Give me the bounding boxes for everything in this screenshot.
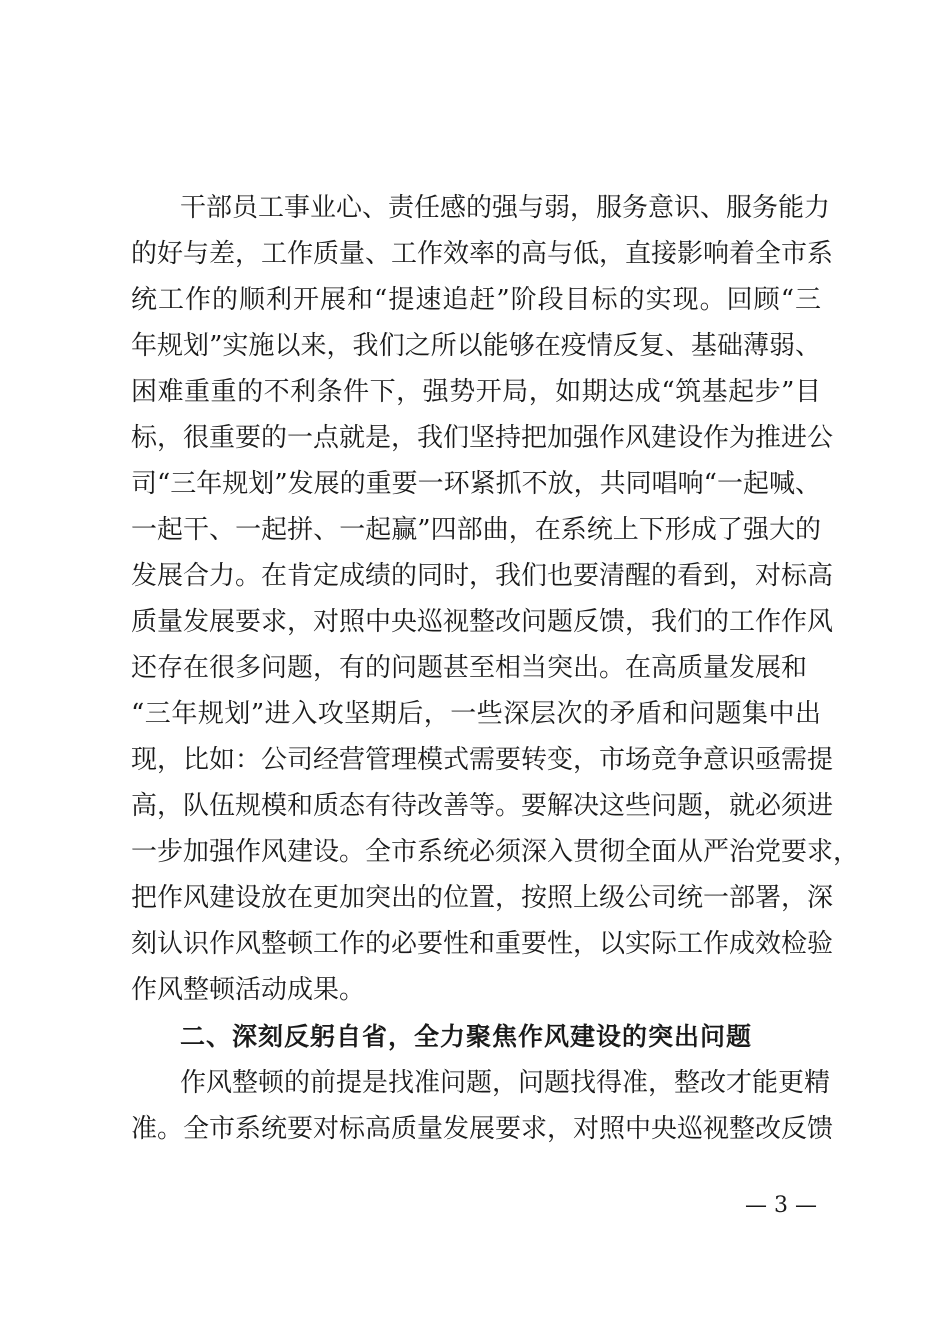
- paragraph-1-line-18: 作风整顿活动成果。: [131, 975, 366, 1005]
- paragraph-1-line-16: 把作风建设放在更加突出的位置，按照上级公司统一部署，深: [131, 883, 834, 913]
- paragraph-1-line-9: 发展合力。在肯定成绩的同时，我们也要清醒的看到，对标高: [131, 561, 834, 591]
- paragraph-1-line-17: 刻认识作风整顿工作的必要性和重要性，以实际工作成效检验: [131, 929, 834, 959]
- paragraph-2-line-2: 准。全市系统要对标高质量发展要求，对照中央巡视整改反馈: [131, 1114, 834, 1144]
- paragraph-1-line-13: 现，比如：公司经营管理模式需要转变，市场竞争意识亟需提: [131, 745, 834, 775]
- paragraph-1-line-8: 一起干、一起拼、一起赢”四部曲，在系统上下形成了强大的: [131, 515, 821, 545]
- paragraph-1-line-3: 统工作的顺利开展和“提速追赶”阶段目标的实现。回顾“三: [131, 285, 821, 315]
- paragraph-1-line-2: 的好与差，工作质量、工作效率的高与低，直接影响着全市系: [131, 239, 834, 269]
- paragraph-1-line-6: 标，很重要的一点就是，我们坚持把加强作风建设作为推进公: [131, 423, 834, 453]
- paragraph-1-line-1: 干部员工事业心、责任感的强与弱，服务意识、服务能力: [180, 193, 831, 223]
- paragraph-1-line-5: 困难重重的不利条件下，强势开局，如期达成“筑基起步”目: [131, 377, 821, 407]
- paragraph-1-line-4: 年规划”实施以来，我们之所以能够在疫情反复、基础薄弱、: [131, 331, 821, 361]
- paragraph-1-line-11: 还存在很多问题，有的问题甚至相当突出。在高质量发展和: [131, 653, 808, 683]
- paragraph-1-line-14: 高，队伍规模和质态有待改善等。要解决这些问题，就必须进: [131, 791, 834, 821]
- paragraph-1-line-7: 司“三年规划”发展的重要一环紧抓不放，共同唱响“一起喊、: [131, 469, 821, 499]
- paragraph-1-line-12: “三年规划”进入攻坚期后，一些深层次的矛盾和问题集中出: [131, 699, 821, 729]
- paragraph-1-line-10: 质量发展要求，对照中央巡视整改问题反馈，我们的工作作风: [131, 607, 834, 637]
- paragraph-2-line-1: 作风整顿的前提是找准问题，问题找得准，整改才能更精: [180, 1068, 831, 1098]
- section-heading: 二、深刻反躬自省，全力聚焦作风建设的突出问题: [180, 1022, 753, 1051]
- paragraph-1-line-15: 一步加强作风建设。全市系统必须深入贯彻全面从严治党要求，: [131, 837, 860, 867]
- page-number: — 3 —: [745, 1193, 817, 1218]
